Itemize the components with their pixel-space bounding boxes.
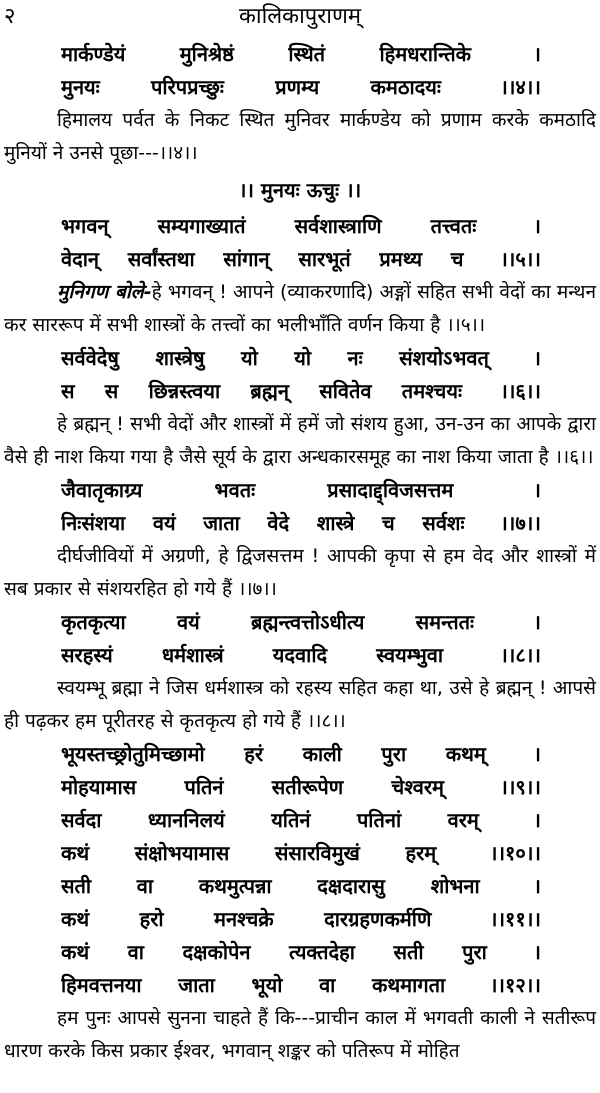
sanskrit-verse-line bbox=[61, 870, 541, 903]
verse-word: प्रमथ्य bbox=[379, 247, 423, 271]
verse-word: सांगान् bbox=[223, 247, 270, 271]
sanskrit-verse-line bbox=[61, 639, 541, 672]
verse-end-marker: ।।११।। bbox=[489, 907, 541, 931]
verse-word: वेदान् bbox=[61, 247, 100, 271]
verse-end-marker: । bbox=[533, 940, 541, 964]
verse-word: संसारविमुखं bbox=[274, 841, 360, 865]
verse-word: कथमुत्पन्ना bbox=[198, 874, 272, 898]
verse-word: दक्षकोपेन bbox=[182, 940, 251, 964]
verse-word: जाता bbox=[178, 973, 215, 997]
sanskrit-verse-line bbox=[61, 474, 541, 507]
verse-word: च bbox=[381, 511, 395, 535]
verse-word: सवितेव bbox=[319, 379, 372, 403]
hindi-translation-paragraph bbox=[4, 540, 596, 606]
page-number: २ bbox=[4, 4, 16, 29]
verse-end-marker: ।।५।। bbox=[500, 247, 541, 271]
verse-word: मुनिश्रेष्ठं bbox=[179, 42, 234, 66]
verse-end-marker: ।।८।। bbox=[500, 643, 541, 667]
sanskrit-verse-line bbox=[61, 903, 541, 936]
verse-word: काली bbox=[302, 742, 342, 766]
paragraph-text: हिमालय पर्वत के निकट स्थित मुनिवर मार्कण्डेय को प्रणाम करके कमठादि मुनियों ने उनसे पूछा---।।४।। bbox=[4, 109, 596, 164]
verse-word: ब्रह्मन्त्वत्तोऽधीत्य bbox=[251, 610, 365, 634]
paragraph-text: हे भगवन् ! आपने (व्याकरणादि) अङ्गों सहित सभी वेदों का मन्थन कर साररूप में सभी शास्त्रों के तत्त्वों का भलीभाँति वर्णन किया है ।।५।। bbox=[4, 281, 596, 336]
verse-word: जैवातृकाग्र्य bbox=[61, 478, 143, 502]
verse-word: ब्रह्मन् bbox=[250, 379, 289, 403]
verse-word: हिमवत्तनया bbox=[61, 973, 142, 997]
verse-word: सर्वदा bbox=[61, 808, 102, 832]
verse-word: पतिनं bbox=[184, 775, 224, 799]
verse-word: चेश्वरम् bbox=[391, 775, 444, 799]
sanskrit-verse-line bbox=[61, 38, 541, 71]
paragraph-text: हम पुनः आपसे सुनना चाहते हैं कि---प्राचीन काल में भगवती काली ने सतीरूप धारण करके किस प्रकार ईश्वर, भगवान् शङ्कर को पतिरूप में मोहित bbox=[4, 1007, 596, 1062]
verse-word: सर्वांस्तथा bbox=[127, 247, 195, 271]
verse-word: कृतकृत्या bbox=[61, 610, 126, 634]
verse-end-marker: । bbox=[533, 742, 541, 766]
verse-word: कथम् bbox=[445, 742, 486, 766]
verse-word: परिपप्रच्छुः bbox=[151, 75, 224, 99]
verse-word: सारभूतं bbox=[298, 247, 351, 271]
verse-word: कमठादयः bbox=[370, 75, 441, 99]
verse-word: छिन्नस्त्वया bbox=[148, 379, 221, 403]
verse-word: शास्त्रे bbox=[316, 511, 355, 535]
verse-end-marker: । bbox=[533, 346, 541, 370]
verse-word: दारग्रहणकर्मणि bbox=[324, 907, 432, 931]
verse-word: यतिनं bbox=[271, 808, 311, 832]
sanskrit-verse-line bbox=[61, 71, 541, 104]
verse-word: सरहस्यं bbox=[61, 643, 113, 667]
verse-word: पुरा bbox=[462, 940, 487, 964]
verse-word: मार्कण्डेयं bbox=[61, 42, 126, 66]
verse-word: दक्षदारासु bbox=[317, 874, 385, 898]
verse-end-marker: ।।१२।। bbox=[489, 973, 541, 997]
verse-word: स्वयम्भुवा bbox=[376, 643, 444, 667]
verse-word: यदवादि bbox=[272, 643, 328, 667]
verse-word: प्रसादाद्द्विजसत्तम bbox=[327, 478, 454, 502]
verse-word: धर्मशास्त्रं bbox=[161, 643, 224, 667]
verse-word: मुनयः bbox=[61, 75, 100, 99]
sanskrit-verse-line bbox=[61, 804, 541, 837]
verse-word: सर्वशः bbox=[422, 511, 465, 535]
verse-word: तत्त्वतः bbox=[430, 214, 477, 238]
paragraph-text: स्वयम्भू ब्रह्मा ने जिस धर्मशास्त्र को रहस्य सहित कहा था, उसे हे ब्रह्मन् ! आपसे ही पढ़कर हम पूरीतरह से कृतकृत्य हो गये हैं ।।८।। bbox=[4, 677, 596, 732]
verse-word: स bbox=[61, 379, 75, 403]
verse-end-marker: ।।१०।। bbox=[489, 841, 541, 865]
verse-word: जाता bbox=[203, 511, 240, 535]
verse-word: वा bbox=[136, 874, 154, 898]
verse-word: च bbox=[450, 247, 464, 271]
sanskrit-verse-line bbox=[61, 210, 541, 243]
verse-end-marker: ।।६।। bbox=[500, 379, 541, 403]
verse-word: तमश्चयः bbox=[401, 379, 462, 403]
verse-end-marker: ।।४।। bbox=[500, 75, 541, 99]
verse-word: कथं bbox=[61, 907, 90, 931]
verse-word: वयं bbox=[152, 511, 176, 535]
verse-word: नः bbox=[347, 346, 363, 370]
verse-word: हरो bbox=[139, 907, 164, 931]
sanskrit-verse-line bbox=[61, 969, 541, 1002]
sanskrit-verse-line bbox=[61, 936, 541, 969]
verse-end-marker: ।।७।। bbox=[500, 511, 541, 535]
verse-word: हिमधरान्तिके bbox=[379, 42, 471, 66]
verse-word: प्रणम्य bbox=[275, 75, 320, 99]
sanskrit-verse-line bbox=[61, 375, 541, 408]
hindi-translation-paragraph bbox=[4, 408, 596, 474]
verse-word: कथमागता bbox=[372, 973, 446, 997]
verse-word: निःसंशया bbox=[61, 511, 126, 535]
verse-word: हरम् bbox=[405, 841, 437, 865]
verse-word: सम्यगाख्यातं bbox=[157, 214, 246, 238]
verse-word: कथं bbox=[61, 940, 90, 964]
verse-end-marker: । bbox=[533, 42, 541, 66]
sanskrit-verse-line bbox=[61, 771, 541, 804]
verse-word: सर्वशास्त्राणि bbox=[294, 214, 382, 238]
sanskrit-verse-line bbox=[61, 837, 541, 870]
paragraph-text: हे ब्रह्मन् ! सभी वेदों और शास्त्रों में हमें जो संशय हुआ, उन-उन का आपके द्वारा वैसे ही नाश किया गया है जैसे सूर्य के द्वारा अन्धकारसमूह का नाश किया जाता है ।।६।। bbox=[4, 413, 596, 468]
verse-word: मनश्चक्रे bbox=[214, 907, 274, 931]
verse-word: हरं bbox=[244, 742, 264, 766]
verse-word: पुरा bbox=[381, 742, 407, 766]
page-body bbox=[4, 38, 596, 1068]
verse-word: पतिनां bbox=[356, 808, 402, 832]
verse-word: वरम् bbox=[447, 808, 479, 832]
verse-word: शास्त्रेषु bbox=[155, 346, 205, 370]
verse-word: वयं bbox=[177, 610, 200, 634]
verse-word: मोहयामास bbox=[61, 775, 137, 799]
hindi-translation-paragraph bbox=[4, 276, 596, 342]
running-header-title: कालिकापुराणम् bbox=[238, 4, 362, 29]
verse-word: भूयो bbox=[251, 973, 283, 997]
verse-word: संक्षोभयामास bbox=[134, 841, 230, 865]
verse-end-marker: । bbox=[533, 610, 541, 634]
verse-word: सतीरूपेण bbox=[271, 775, 344, 799]
verse-word: कथं bbox=[61, 841, 90, 865]
verse-word: स bbox=[104, 379, 119, 403]
verse-word: सती bbox=[61, 874, 92, 898]
speaker-lead: मुनिगण बोले- bbox=[57, 281, 152, 303]
verse-word: वा bbox=[319, 973, 336, 997]
sanskrit-verse-line bbox=[61, 606, 541, 639]
verse-word: भूयस्तच्छ्रोतुमिच्छामो bbox=[61, 742, 205, 766]
verse-word: समन्ततः bbox=[415, 610, 475, 634]
verse-word: त्यक्तदेहा bbox=[289, 940, 355, 964]
paragraph-text: दीर्घजीवियों में अग्रणी, हे द्विजसत्तम ! आपकी कृपा से हम वेद और शास्त्रों में सब प्रकार से संशयरहित हो गये हैं ।।७।। bbox=[4, 545, 596, 600]
verse-word: यो bbox=[294, 346, 312, 370]
hindi-translation-paragraph bbox=[4, 672, 596, 738]
verse-end-marker: । bbox=[533, 874, 541, 898]
verse-word: सर्ववेदेषु bbox=[61, 346, 119, 370]
verse-word: स्थितं bbox=[288, 42, 326, 66]
verse-word: वेदे bbox=[267, 511, 290, 535]
hindi-translation-paragraph bbox=[4, 1002, 596, 1068]
sanskrit-verse-line bbox=[61, 243, 541, 276]
verse-word: ध्याननिलयं bbox=[147, 808, 225, 832]
verse-word: भगवन् bbox=[61, 214, 109, 238]
verse-word: वा bbox=[127, 940, 144, 964]
verse-end-marker: । bbox=[533, 214, 541, 238]
verse-end-marker: ।।९।। bbox=[500, 775, 541, 799]
sanskrit-verse-line bbox=[61, 738, 541, 771]
verse-end-marker: । bbox=[533, 808, 541, 832]
sanskrit-verse-line bbox=[61, 507, 541, 540]
sanskrit-verse-line bbox=[61, 342, 541, 375]
verse-word: शोभना bbox=[430, 874, 480, 898]
verse-word: यो bbox=[241, 346, 258, 370]
speaker-heading: ।। मुनयः ऊचुः ।। bbox=[238, 178, 362, 202]
verse-end-marker: । bbox=[533, 478, 541, 502]
verse-word: सती bbox=[393, 940, 424, 964]
verse-word: भवतः bbox=[214, 478, 256, 502]
hindi-translation-paragraph bbox=[4, 104, 596, 170]
verse-word: संशयोऽभवत् bbox=[399, 346, 489, 370]
